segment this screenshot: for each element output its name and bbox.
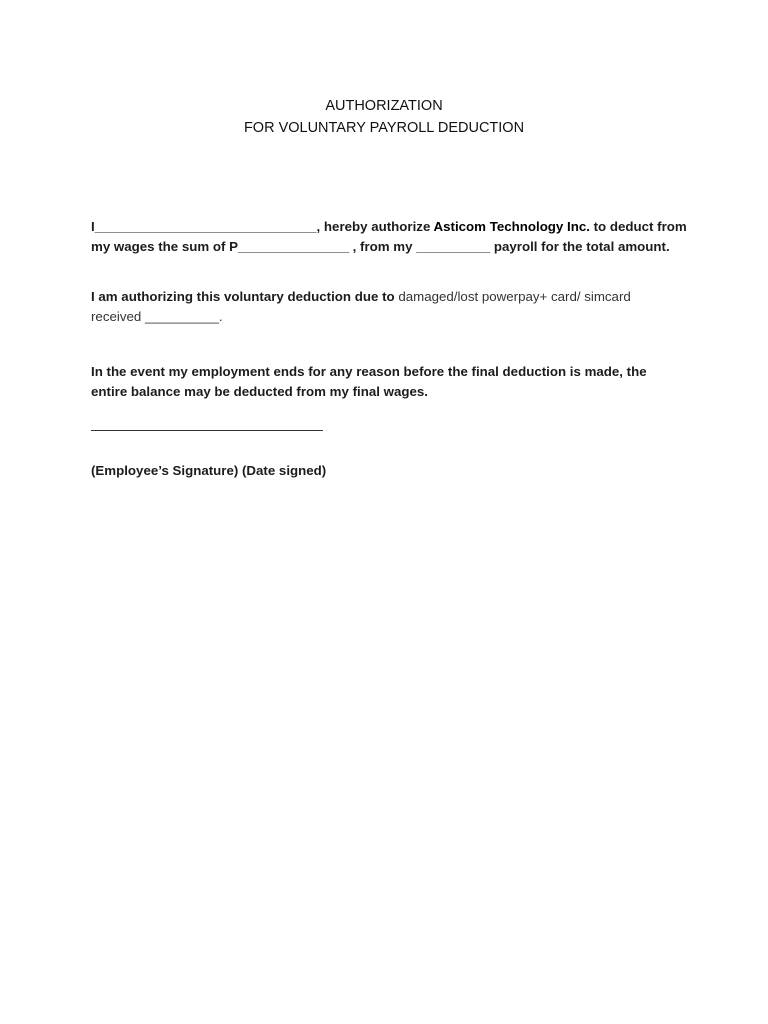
company-name: Asticom Technology Inc.: [433, 219, 590, 234]
authorization-line-2: my wages the sum of P_______________ , from my __________ payroll for the total amount.: [91, 238, 670, 254]
reason-intro: I am authorizing this voluntary deduction due to: [91, 289, 399, 304]
reason-line-1: [91, 287, 691, 307]
authorization-paragraph: [91, 217, 691, 256]
reason-line-2: [91, 307, 691, 327]
title-line-2: FOR VOLUNTARY PAYROLL DEDUCTION: [243, 120, 525, 136]
employment-end-paragraph: [91, 362, 691, 401]
reason-text: damaged/lost powerpay+ card/ simcard: [398, 289, 631, 304]
signature-caption: (Employee’s Signature) (Date signed): [91, 463, 327, 478]
employment-end-line-1: In the event my employment ends for any reason before the final deduction is made, the: [91, 364, 647, 379]
employment-end-line-2: entire balance may be deducted from my final wages.: [91, 383, 428, 399]
reason-paragraph: [91, 287, 691, 326]
title-line-1: AUTHORIZATION: [325, 98, 443, 114]
document-title: [0, 95, 768, 139]
authorization-line-1-end: to deduct from: [589, 219, 687, 234]
signature-line: [91, 430, 323, 431]
received-label: received: [91, 308, 142, 324]
authorization-line-1: [91, 217, 691, 237]
name-blank-text: I______________________________, hereby authorize: [91, 219, 434, 234]
received-blank: __________.: [141, 308, 223, 324]
